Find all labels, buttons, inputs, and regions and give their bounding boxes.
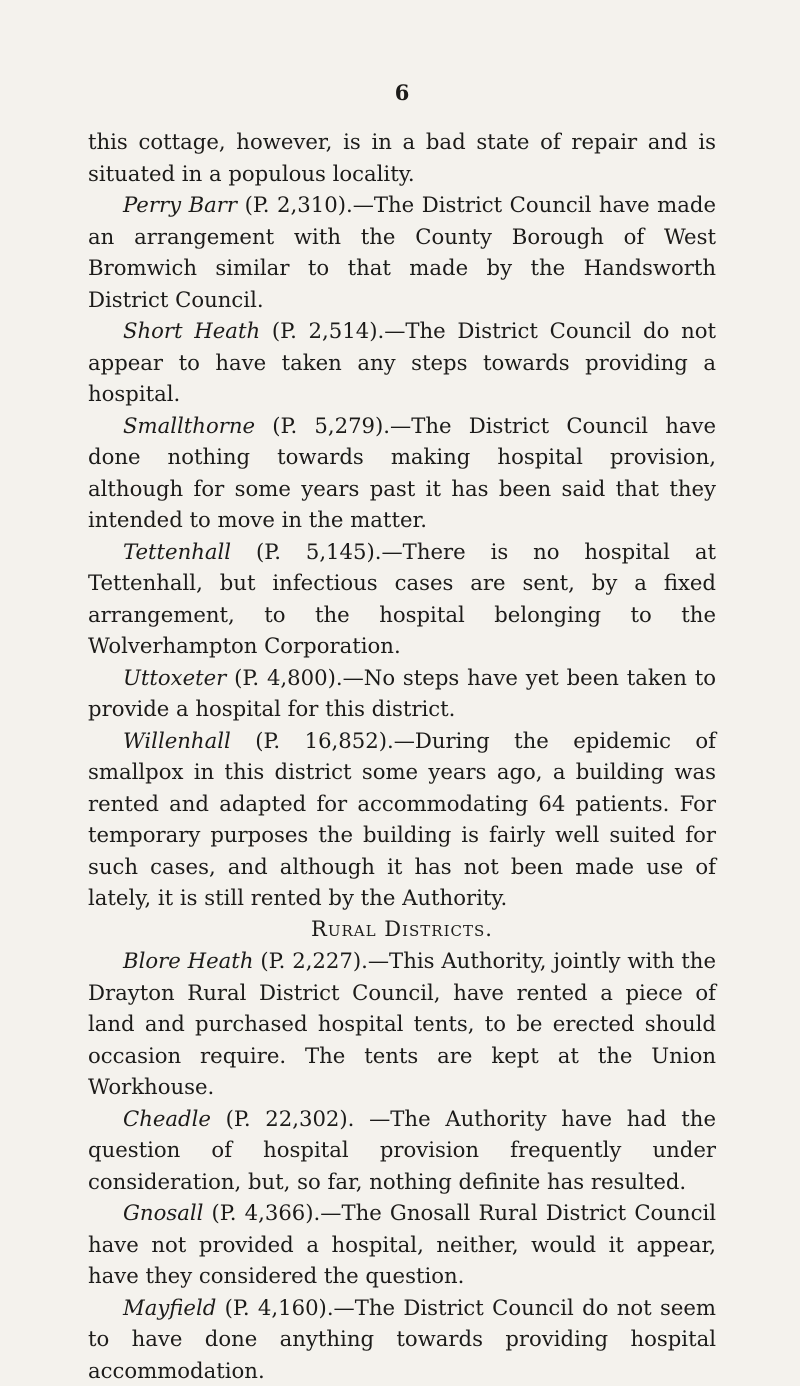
place-name: Willenhall: [123, 728, 231, 753]
entry-text: (P. 5,145).—There is no hospital at Tettenhall, but infectious cases are sent, by a fixed arrangement, to the hospital belonging to the Wolverhampton Corporation.: [88, 539, 716, 659]
place-name: Cheadle: [123, 1106, 211, 1131]
entry-text: (P. 5,279).—The District Council have done nothing towards making hospital provision, although for some years past it has been said that they intended to move in the matter.: [88, 413, 716, 533]
entry-text: (P. 16,852).—During the epidemic of smallpox in this district some years ago, a building was rented and adapted for accommodating 64 patients. For temporary purposes the building is fairly well suited for such cases, and although it has not been made use of lately, it is still rented by the Authority.: [88, 728, 716, 911]
entry-text: (P. 22,302). —The Authority have had the question of hospital provision frequently under consideration, but, so far, nothing definite has resulted.: [88, 1106, 716, 1194]
entry-text: (P. 2,227).—This Authority, jointly with the Drayton Rural District Council, have rented a piece of land and purchased hospital tents, to be erected should occasion require. The tents are kept at the Union Workhouse.: [88, 948, 716, 1099]
entry-perry-barr: [88, 189, 716, 315]
entry-text: (P. 2,310).—The District Council have made an arrangement with the County Borough of West Bromwich similar to that made by the Handsworth District Council.: [88, 192, 716, 312]
entry-text: (P. 4,800).—No steps have yet been taken to provide a hospital for this district.: [88, 665, 716, 722]
entry-cheadle: [88, 1103, 716, 1198]
entry-blore-heath: [88, 945, 716, 1103]
entry-text: (P. 4,366).—The Gnosall Rural District Council have not provided a hospital, neither, would it appear, have they considered the question.: [88, 1200, 716, 1288]
entry-mayfield: [88, 1292, 716, 1386]
entry-tettenhall: [88, 536, 716, 662]
place-name: Gnosall: [123, 1200, 203, 1225]
place-name: Uttoxeter: [123, 665, 226, 690]
place-name: Smallthorne: [123, 413, 255, 438]
place-name: Mayfield: [123, 1295, 216, 1320]
document-page: [88, 78, 716, 1386]
entry-text: (P. 4,160).—The District Council do not seem to have done anything towards providing hospital accommodation.: [88, 1295, 716, 1383]
place-name: Perry Barr: [123, 192, 237, 217]
entry-short-heath: [88, 315, 716, 410]
entry-gnosall: [88, 1197, 716, 1292]
opening-paragraph: this cottage, however, is in a bad state of repair and is situated in a populous locality.: [88, 126, 716, 189]
entry-uttoxeter: [88, 662, 716, 725]
entry-smallthorne: [88, 410, 716, 536]
place-name: Blore Heath: [123, 948, 253, 973]
place-name: Short Heath: [123, 318, 260, 343]
entry-text: (P. 2,514).—The District Council do not appear to have taken any steps towards providing a hospital.: [88, 318, 716, 406]
entry-willenhall: [88, 725, 716, 914]
section-heading-rural-districts: Rural Districts.: [88, 914, 716, 946]
place-name: Tettenhall: [123, 539, 231, 564]
page-number: 6: [88, 78, 716, 108]
